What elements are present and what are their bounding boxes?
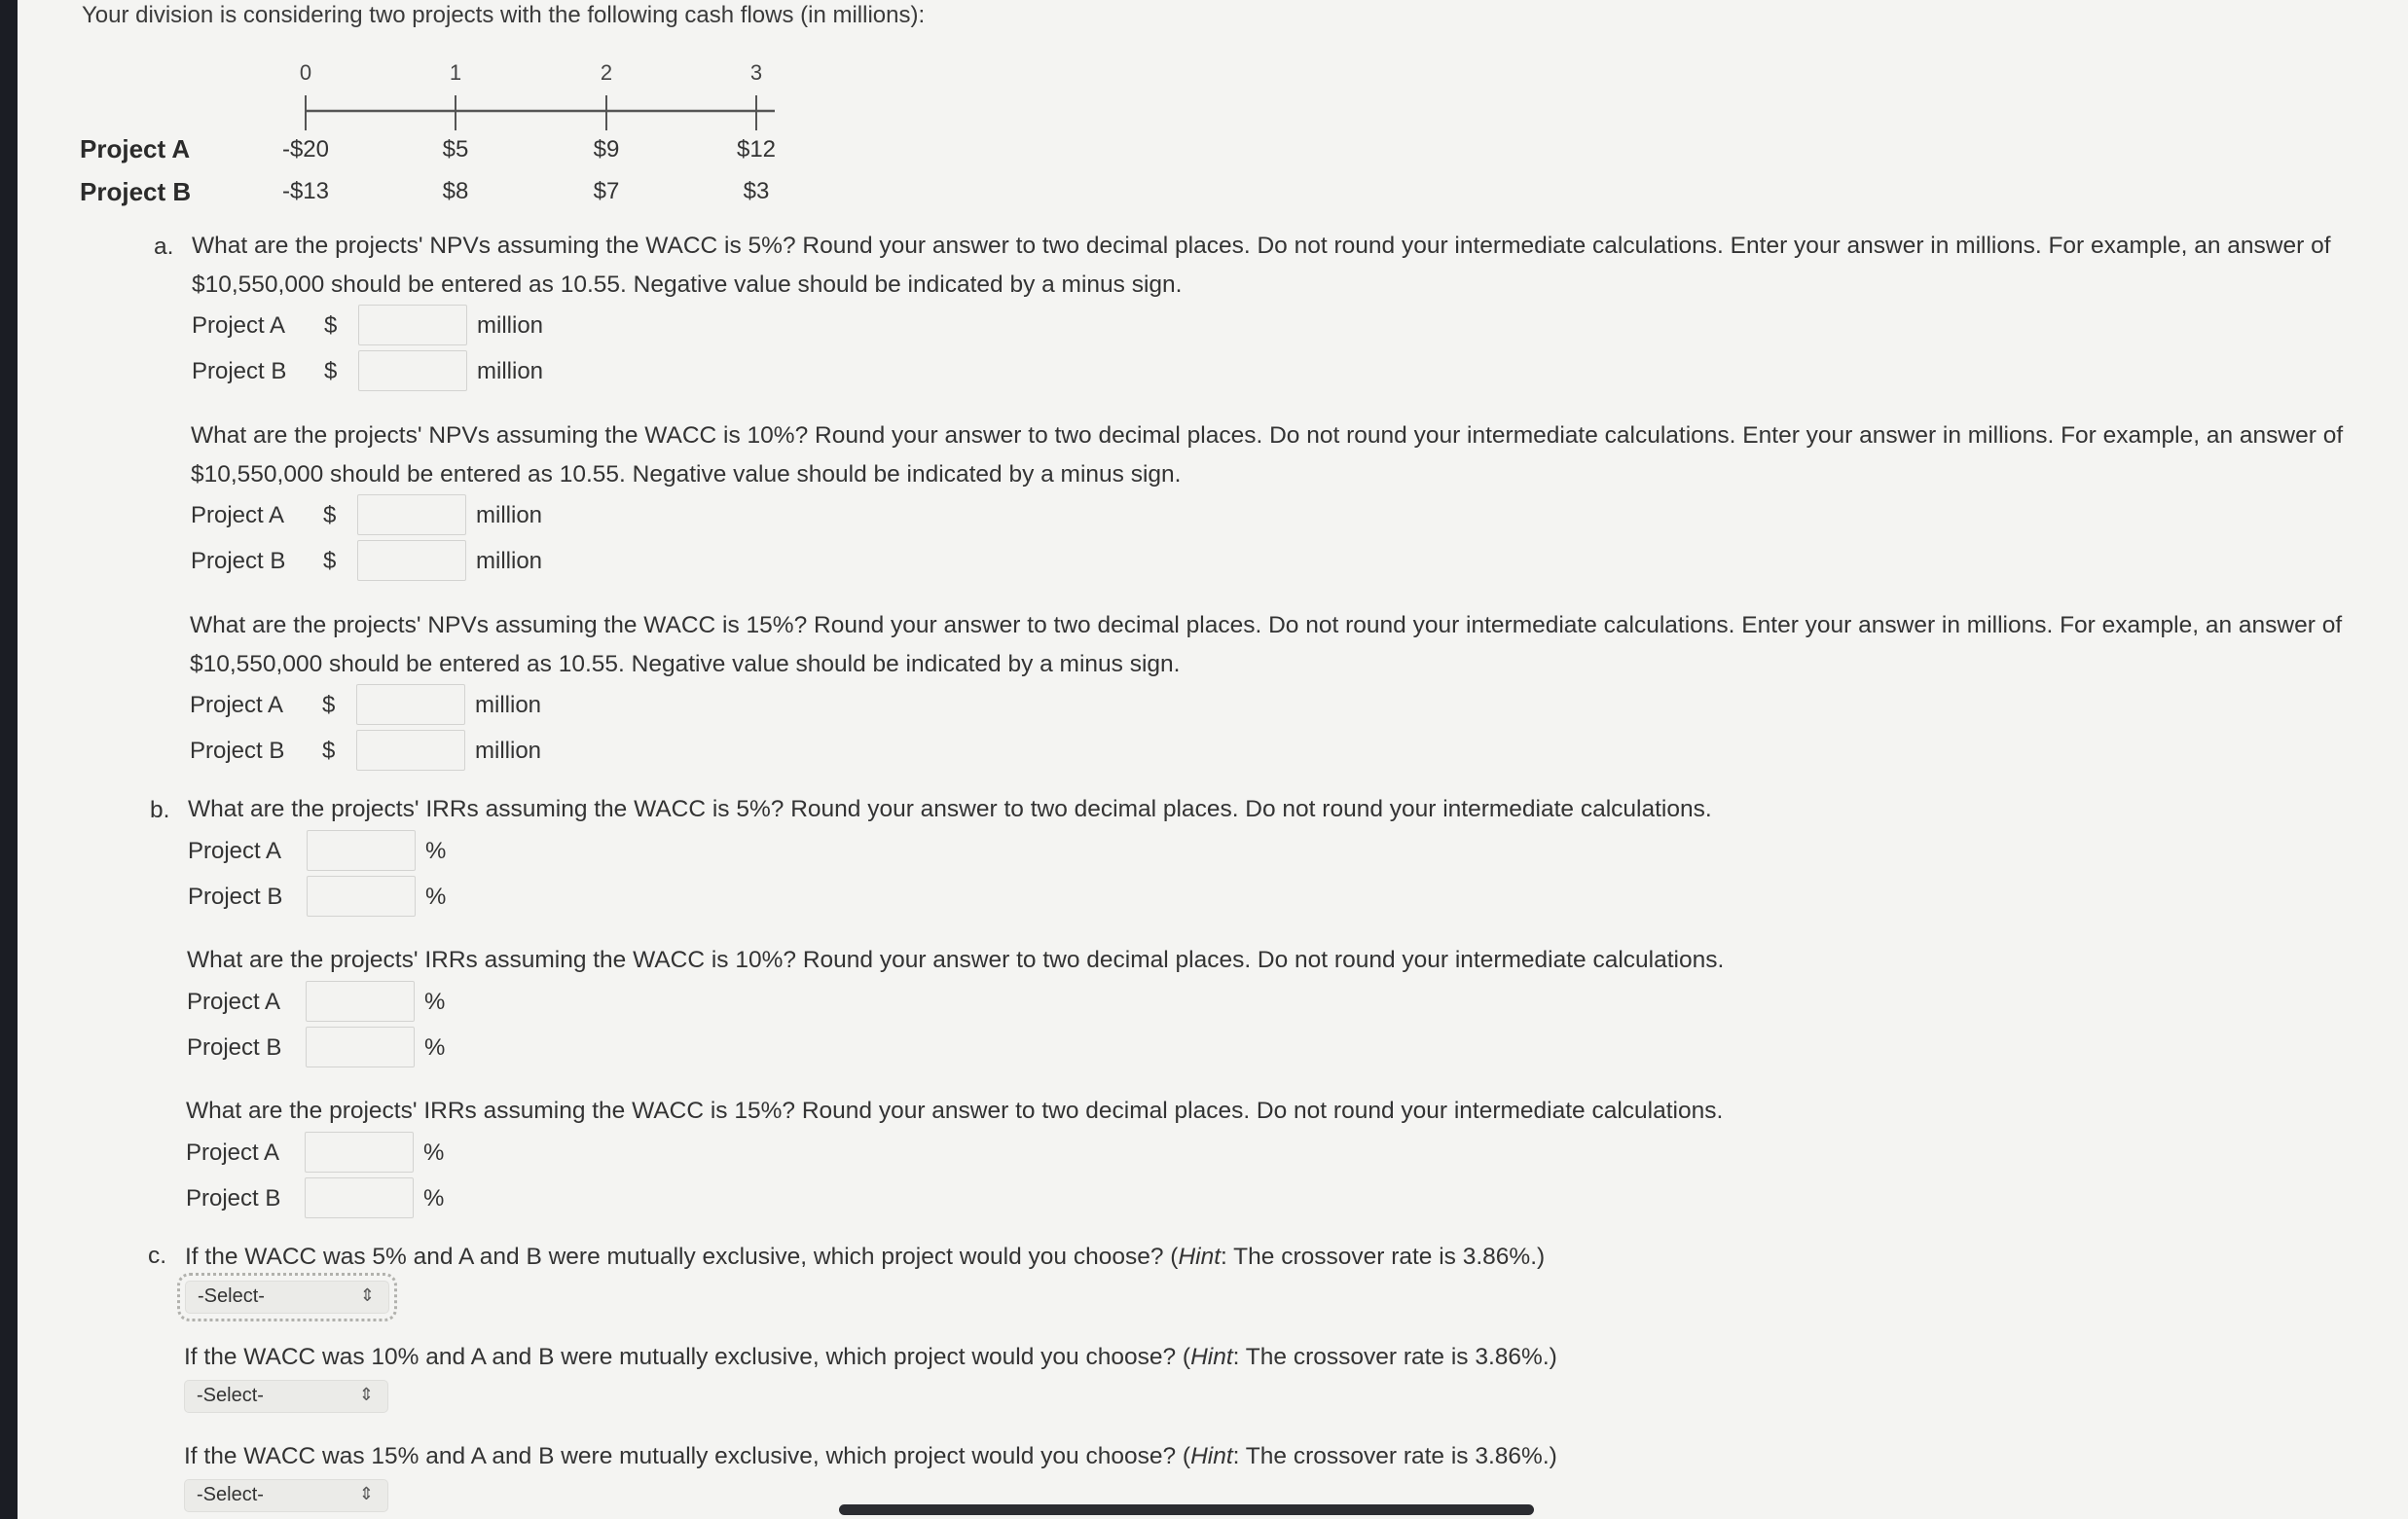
b2-project-a-label: Project A [187, 989, 281, 1015]
timeline-axis [300, 90, 786, 132]
part-b-question-2: What are the projects' IRRs assuming the WACC is 10%? Round your answer to two decimal places. Do not round your intermediate calculations. [187, 947, 1725, 973]
a2-project-b-unit: million [476, 548, 543, 574]
c2-question-text: If the WACC was 10% and A and B were mutually exclusive, which project would you choose? ( [184, 1344, 1191, 1370]
b1-project-a-irr-input[interactable] [307, 830, 416, 871]
a1-project-a-npv-input[interactable] [358, 305, 467, 345]
project-b-label: Project B [80, 177, 192, 206]
part-c-question-2 [184, 1338, 1557, 1377]
a3-project-b-currency: $ [322, 738, 336, 764]
updown-chevron-icon: ⇕ [358, 1484, 374, 1503]
a3-project-a-currency: $ [322, 692, 336, 718]
a1-project-b-label: Project B [192, 358, 287, 384]
b2-project-a-unit: % [424, 989, 446, 1015]
b2-project-b-irr-input[interactable] [306, 1027, 415, 1067]
a1-project-b-npv-input[interactable] [358, 350, 467, 391]
a1-project-a-unit: million [477, 312, 544, 339]
project-b-cf-3: $3 [743, 178, 770, 204]
c3-project-select[interactable] [184, 1479, 388, 1512]
a3-project-b-unit: million [475, 738, 542, 764]
a2-project-a-npv-input[interactable] [357, 494, 466, 535]
project-a-cf-2: $9 [593, 136, 620, 163]
c1-hint-word: Hint [1178, 1244, 1222, 1270]
b1-project-a-unit: % [425, 838, 447, 864]
a3-project-a-npv-input[interactable] [356, 684, 465, 725]
c2-hint-word: Hint [1190, 1344, 1233, 1370]
a2-project-b-npv-input[interactable] [357, 540, 466, 581]
c3-question-text: If the WACC was 15% and A and B were mutually exclusive, which project would you choose? ( [184, 1443, 1191, 1469]
b1-project-b-irr-input[interactable] [307, 876, 416, 917]
part-b-question-1: What are the projects' IRRs assuming the WACC is 5%? Round your answer to two decimal places. Do not round your intermediate calculations. [188, 796, 1712, 822]
c3-hint-word: Hint [1190, 1443, 1233, 1469]
c3-hint-text: : The crossover rate is 3.86%.) [1232, 1443, 1557, 1469]
part-b-question-3: What are the projects' IRRs assuming the WACC is 15%? Round your answer to two decimal places. Do not round your intermediate calculations. [186, 1098, 1724, 1124]
a3-project-a-unit: million [475, 692, 542, 718]
c1-hint-text: : The crossover rate is 3.86%.) [1221, 1244, 1546, 1270]
part-a-question-1: What are the projects' NPVs assuming the WACC is 5%? Round your answer to two decimal places. Do not round your intermediate calculations. Enter your answer in millions. For example, an answer of $10,550,000 should be entered as 10.55. Negative value should be indicated by a minus sign. [192, 233, 2331, 298]
b2-project-b-label: Project B [187, 1034, 282, 1061]
b3-project-a-unit: % [423, 1139, 445, 1166]
c2-hint-text: : The crossover rate is 3.86%.) [1232, 1344, 1557, 1370]
a3-project-b-label: Project B [190, 738, 285, 764]
question-page [18, 0, 2408, 1519]
period-2-label: 2 [600, 60, 613, 85]
part-c-marker: c. [148, 1243, 167, 1269]
a3-project-b-npv-input[interactable] [356, 730, 465, 771]
b3-project-b-irr-input[interactable] [305, 1177, 414, 1218]
a2-project-b-currency: $ [323, 548, 337, 574]
b3-project-a-label: Project A [186, 1139, 280, 1166]
period-0-label: 0 [299, 60, 312, 85]
part-b-marker: b. [150, 797, 170, 823]
a1-project-a-currency: $ [324, 312, 338, 339]
part-c-question-3 [184, 1437, 1557, 1476]
intro-text: Your division is considering two projects with the following cash flows (in millions): [82, 2, 926, 28]
part-a-marker: a. [154, 234, 174, 260]
a3-project-a-label: Project A [190, 692, 284, 718]
b3-project-b-unit: % [423, 1185, 445, 1212]
a2-project-a-currency: $ [323, 502, 337, 528]
c1-question-text: If the WACC was 5% and A and B were mutually exclusive, which project would you choose? ( [185, 1244, 1179, 1270]
project-a-label: Project A [80, 134, 191, 163]
a2-project-b-label: Project B [191, 548, 286, 574]
project-b-cf-1: $8 [442, 178, 469, 204]
part-c-question-1 [185, 1238, 1545, 1277]
project-b-cf-2: $7 [593, 178, 620, 204]
a2-project-a-label: Project A [191, 502, 285, 528]
a2-project-a-unit: million [476, 502, 543, 528]
c2-select-value: -Select- [197, 1385, 264, 1406]
a1-project-b-currency: $ [324, 358, 338, 384]
project-b-cf-0: -$13 [281, 178, 330, 204]
b1-project-b-unit: % [425, 884, 447, 910]
b2-project-b-unit: % [424, 1034, 446, 1061]
part-a-question-2: What are the projects' NPVs assuming the WACC is 10%? Round your answer to two decimal places. Do not round your intermediate calculations. Enter your answer in millions. For example, an answer of $10,550,000 should be entered as 10.55. Negative value should be indicated by a minus sign. [191, 422, 2344, 488]
project-a-cf-3: $12 [736, 136, 777, 163]
b1-project-b-label: Project B [188, 884, 283, 910]
updown-chevron-icon: ⇕ [358, 1385, 374, 1404]
updown-chevron-icon: ⇕ [359, 1285, 375, 1305]
c2-project-select[interactable] [184, 1380, 388, 1413]
b3-project-b-label: Project B [186, 1185, 281, 1212]
c3-select-value: -Select- [197, 1484, 264, 1505]
part-a-question-3: What are the projects' NPVs assuming the WACC is 15%? Round your answer to two decimal places. Do not round your intermediate calculations. Enter your answer in millions. For example, an answer of $10,550,000 should be entered as 10.55. Negative value should be indicated by a minus sign. [190, 612, 2343, 677]
c1-select-value: -Select- [198, 1285, 265, 1307]
a1-project-b-unit: million [477, 358, 544, 384]
b2-project-a-irr-input[interactable] [306, 981, 415, 1022]
project-a-cf-0: -$20 [281, 136, 330, 163]
period-3-label: 3 [749, 60, 763, 85]
b3-project-a-irr-input[interactable] [305, 1132, 414, 1173]
a1-project-a-label: Project A [192, 312, 286, 339]
period-1-label: 1 [449, 60, 462, 85]
b1-project-a-label: Project A [188, 838, 282, 864]
horizontal-scrollbar[interactable] [839, 1504, 1534, 1515]
c1-project-select[interactable] [185, 1281, 389, 1314]
project-a-cf-1: $5 [442, 136, 469, 163]
